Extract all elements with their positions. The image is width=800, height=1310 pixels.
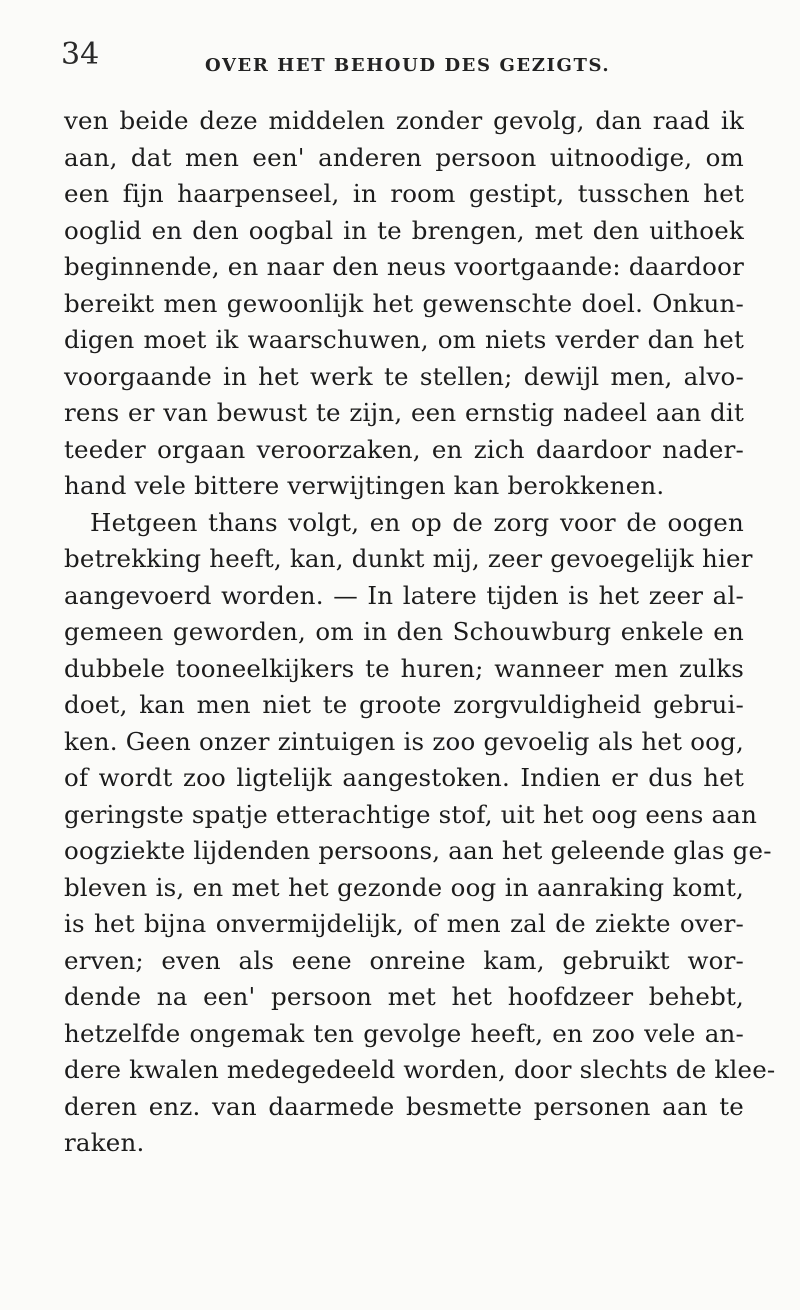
text-line: deren enz. van daarmede besmette personen aan te	[64, 1091, 744, 1121]
text-line: digen moet ik waarschuwen, om niets verder dan het	[64, 325, 744, 354]
text-line: beginnende, en naar den neus voortgaande: daardoor	[64, 252, 744, 281]
text-line: ken. Geen onzer zintuigen is zoo gevoelig als het oog,	[64, 726, 744, 756]
page-number: 34	[61, 37, 100, 72]
text-line: raken.	[64, 1128, 145, 1157]
text-line: ooglid en den oogbal in te brengen, met den uithoek	[64, 215, 744, 245]
text-line: betrekking heeft, kan, dunkt mij, zeer gevoegelijk hier	[64, 544, 753, 573]
body-text	[64, 103, 776, 1162]
text-line: aan, dat men een' anderen persoon uitnoodige, om	[64, 142, 744, 172]
text-line: aangevoerd worden. — In latere tijden is het zeer al-	[64, 580, 744, 610]
text-line: hetzelfde ongemak ten gevolge heeft, en zoo vele an-	[64, 1018, 744, 1048]
text-line: ven beide deze middelen zonder gevolg, dan raad ik	[64, 106, 744, 135]
text-line: geringste spatje etterachtige stof, uit het oog eens aan	[64, 799, 758, 829]
text-line: hand vele bittere verwijtingen kan berokkenen.	[64, 471, 665, 500]
text-line: of wordt zoo ligtelijk aangestoken. Indien er dus het	[64, 763, 744, 792]
text-line: bleven is, en met het gezonde oog in aanraking komt,	[64, 872, 744, 902]
running-title: OVER HET BEHOUD DES GEZIGTS.	[205, 55, 611, 76]
text-line: bereikt men gewoonlijk het gewenschte doel. Onkun-	[64, 288, 744, 318]
text-line: teeder orgaan veroorzaken, en zich daardoor nader-	[64, 434, 744, 464]
text-line: erven; even als eene onreine kam, gebruikt wor-	[64, 945, 744, 975]
text-line: doet, kan men niet te groote zorgvuldigheid gebrui-	[64, 690, 744, 719]
text-line: dubbele tooneelkijkers te huren; wanneer men zulks	[64, 653, 744, 683]
text-line: is het bijna onvermijdelijk, of men zal de ziekte over-	[64, 909, 744, 938]
text-line: oogziekte lijdenden persoons, aan het geleende glas ge-	[64, 836, 772, 865]
text-line: een fijn haarpenseel, in room gestipt, tusschen het	[64, 179, 744, 208]
text-line: dere kwalen medegedeeld worden, door slechts de klee-	[64, 1055, 776, 1084]
text-line: voorgaande in het werk te stellen; dewijl men, alvo-	[64, 361, 744, 391]
text-line: rens er van bewust te zijn, een ernstig nadeel aan dit	[64, 398, 744, 427]
text-line: Hetgeen thans volgt, en op de zorg voor de oogen	[90, 507, 744, 537]
text-line: gemeen geworden, om in den Schouwburg enkele en	[64, 617, 744, 646]
text-line: dende na een' persoon met het hoofdzeer behebt,	[64, 982, 744, 1011]
